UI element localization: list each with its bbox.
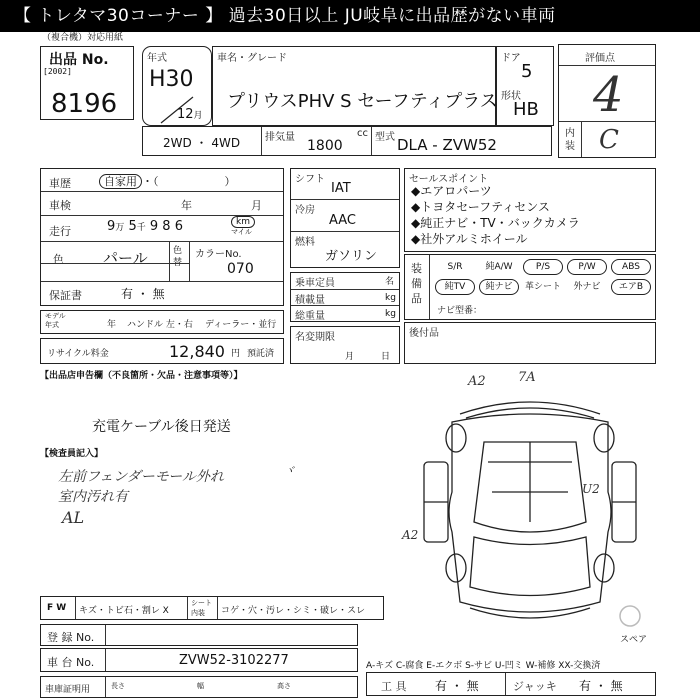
weight-unit: kg <box>385 309 396 319</box>
model-code-label: 型式 <box>375 132 395 143</box>
equip-alloy-wheel: 純A/W <box>485 262 513 272</box>
year-value <box>149 67 194 92</box>
header-banner: 【 トレタマ30コーナー 】 過去30日以上 JU岐阜に出品歴がない車両 <box>0 0 700 32</box>
lot-stamp: [2002] <box>43 67 72 76</box>
equipment-label: 装 備 品 <box>411 262 422 305</box>
mileage-label: 走行 <box>49 225 71 238</box>
garage-cert-label: 車庫証明用 <box>45 685 91 695</box>
color-no-label: カラーNo. <box>195 249 242 260</box>
handle-side: ハンドル 左・右 <box>127 320 193 330</box>
score-box <box>558 44 656 158</box>
equip-abs: ABS <box>611 259 651 275</box>
form-subnote: （複合機）対応用紙 <box>42 33 124 43</box>
name-change-month: 月 <box>345 352 355 362</box>
wheel-rear-right <box>594 424 614 452</box>
displacement-label: 排気量 <box>265 132 295 143</box>
shift-label: シフト <box>295 174 325 185</box>
sales-item: ◆純正ナビ・TV・バックカメラ <box>411 216 580 230</box>
equip-leather-seat: 革シート <box>524 282 561 292</box>
recycle-unit: 円 <box>231 349 241 359</box>
model-code-value: DLA - ZVW52 <box>397 136 497 154</box>
jack-value: 有 ・ 無 <box>579 679 623 693</box>
year-era: H <box>149 67 166 92</box>
recycle-note: 預託済 <box>247 349 275 359</box>
damage-mark-top-2: 7A <box>518 370 536 385</box>
color-no-value: 070 <box>227 261 254 277</box>
name-change-day: 日 <box>381 352 391 362</box>
year-number: 30 <box>165 67 194 92</box>
doors-label: ドア <box>501 53 521 64</box>
warranty-value: 有 ・ 無 <box>121 287 165 301</box>
year-label: 年式 <box>147 53 167 64</box>
post-install-box <box>404 322 656 364</box>
recycle-value: 12,840 <box>169 342 225 361</box>
garage-cert-row <box>40 676 358 698</box>
mileage-unit: km マイル <box>231 217 255 237</box>
windshield-items: キズ・トビ石・割レ X <box>79 606 169 616</box>
inspector-mark: ヾ <box>284 464 295 477</box>
warranty-label: 保証書 <box>49 289 82 302</box>
displacement-unit: cc <box>357 128 368 139</box>
shape-label: 形状 <box>501 91 521 102</box>
color-label: 色 <box>53 253 64 266</box>
registration-row <box>40 624 358 646</box>
drive-type: 2WD ・ 4WD <box>163 136 241 150</box>
sales-item: ◆エアロパーツ <box>411 184 492 198</box>
spare-tire-icon <box>620 606 640 626</box>
inspector-note-2: 室内汚れ有 <box>58 489 128 505</box>
inspector-note-1: 左前フェンダーモール外れ <box>58 469 224 485</box>
chassis-row <box>40 648 358 672</box>
equip-aftermarket-navi: 外ナビ <box>573 282 601 292</box>
jack-label: ジャッキ <box>513 680 557 693</box>
lot-label: 出品 No. <box>49 52 109 68</box>
equip-power-window: P/W <box>567 259 607 275</box>
interior-score: C <box>599 125 619 155</box>
name-change-label: 名変期限 <box>295 332 335 343</box>
weight-label: 総重量 <box>295 311 325 322</box>
inspector-label: 【検査員記入】 <box>40 449 104 459</box>
chassis-label: 車 台 No. <box>47 656 95 669</box>
load-unit: kg <box>385 293 396 303</box>
model-name: プリウスPHV S セーフティプラス <box>227 91 498 112</box>
displacement-value: 1800 <box>307 138 343 154</box>
mileage-value: 9万 5千 9 8 6 <box>107 219 183 234</box>
history-value: 自家用 ・（ ） <box>99 173 236 189</box>
sales-points-box <box>404 168 656 252</box>
tools-label: 工 具 <box>381 680 407 693</box>
interior-check-row <box>40 596 384 620</box>
equip-airbag: エアB <box>611 279 651 295</box>
sales-item: ◆社外アルミホイール <box>411 232 528 246</box>
front-bumper-outline <box>470 608 590 618</box>
cert-height: 高さ <box>277 682 291 690</box>
inspection-year: 年 <box>181 199 192 212</box>
spec-row <box>142 126 552 156</box>
capacity-unit: 名 <box>385 277 395 287</box>
damage-legend: A-キズ C-腐食 E-エクボ S-サビ U-凹ミ W-補修 XX-交換済 <box>366 661 601 671</box>
tools-row <box>366 672 656 696</box>
color-change-label: 色 替 <box>173 246 183 268</box>
sales-item: ◆トヨタセーフティセンス <box>411 200 550 214</box>
score-value: 4 <box>593 67 624 123</box>
recycle-row <box>40 338 284 364</box>
doors-box <box>496 46 554 126</box>
vehicle-info-block <box>40 168 284 306</box>
aircon-value: AAC <box>329 213 356 228</box>
fuel-value: ガソリン <box>325 249 378 264</box>
load-label: 積載量 <box>295 295 325 306</box>
capacity-box <box>290 272 400 322</box>
lot-number-box <box>40 46 134 120</box>
inspection-month: 月 <box>251 199 262 212</box>
capacity-label: 乗車定員 <box>295 278 335 289</box>
chassis-number: ZVW52-3102277 <box>179 653 289 668</box>
fuel-label: 燃料 <box>295 237 315 248</box>
equip-sunroof: S/R <box>447 262 463 272</box>
equip-power-steering: P/S <box>523 259 563 275</box>
score-label: 評価点 <box>585 53 615 64</box>
tools-value: 有 ・ 無 <box>435 679 479 693</box>
recycle-label: リサイクル料金 <box>47 349 109 359</box>
damage-mark-right: U2 <box>582 482 600 496</box>
interior-label: 内 装 <box>565 128 575 152</box>
year-month: 12月 <box>177 107 203 122</box>
car-damage-diagram <box>400 372 660 628</box>
lot-number: 8196 <box>51 89 118 119</box>
model-year-unit: 年 <box>107 320 117 330</box>
shape-value: HB <box>513 99 539 120</box>
seat-label: シート 内装 <box>191 599 212 617</box>
cert-length: 長さ <box>111 682 125 690</box>
post-install-label: 後付品 <box>409 328 439 339</box>
model-year-label: モデル 年式 <box>45 312 66 329</box>
model-box <box>212 46 496 126</box>
damage-mark-left: A2 <box>402 528 419 542</box>
remarks-text: 充電ケーブル後日発送 <box>92 419 231 435</box>
equip-factory-navi: 純ナビ <box>479 279 519 295</box>
drivetrain-box <box>290 168 400 268</box>
shift-value: IAT <box>331 181 351 196</box>
year-box <box>142 46 212 126</box>
navi-model-label: ナビ型番： <box>437 306 483 316</box>
sales-list <box>411 183 580 247</box>
equip-factory-tv: 純TV <box>435 279 475 295</box>
aircon-label: 冷房 <box>295 205 315 216</box>
model-label: 車名・グレード <box>217 53 287 64</box>
sales-label: セールスポイント <box>409 174 489 185</box>
seat-items: コゲ・穴・汚レ・シミ・破レ・スレ <box>221 606 366 616</box>
inspection-label: 車検 <box>49 199 71 212</box>
history-label: 車歴 <box>49 177 71 190</box>
history-private: 自家用 <box>99 174 142 189</box>
dealer-import: ディーラー・並行 <box>205 320 277 330</box>
remarks-label: 【出品店申告欄（不良箇所・欠品・注意事項等）】 <box>40 371 243 381</box>
name-change-box <box>290 326 400 364</box>
equipment-box <box>404 254 656 320</box>
color-value: パール <box>103 249 148 267</box>
hood-outline <box>470 537 590 596</box>
damage-mark-top-1: A2 <box>468 374 486 389</box>
spare-label: スペア <box>620 635 648 645</box>
cert-width: 幅 <box>197 682 204 690</box>
doors-value: 5 <box>521 61 533 82</box>
wheel-rear-left <box>446 424 466 452</box>
inspector-note-3: AL <box>62 508 85 527</box>
model-year-row <box>40 310 284 334</box>
registration-label: 登 録 No. <box>47 631 95 644</box>
windshield-label: F W <box>47 603 67 613</box>
